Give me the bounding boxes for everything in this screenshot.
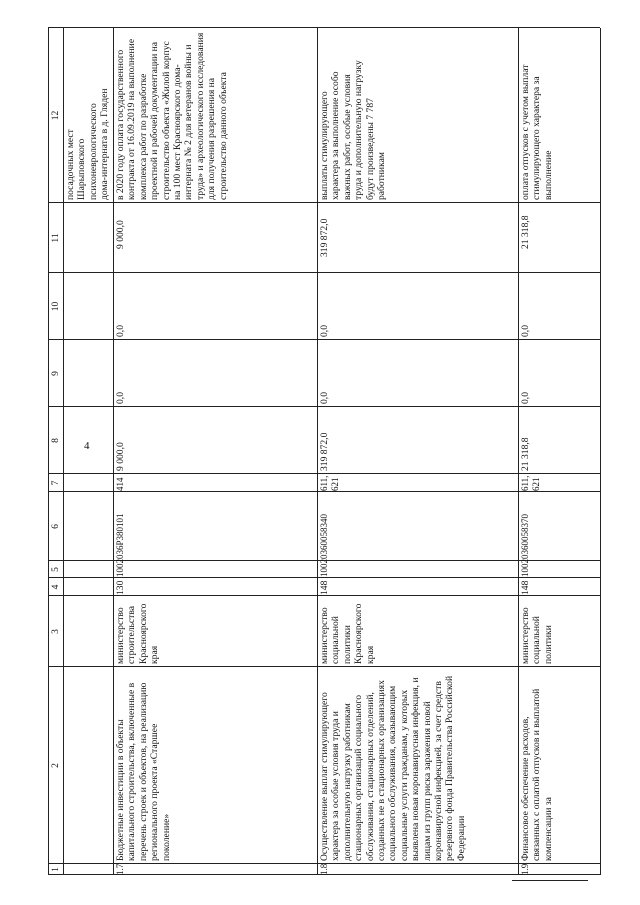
rzpr-code: 1002	[115, 559, 125, 577]
csr-code: 0360058370	[520, 514, 530, 559]
amount-year-3: 0,0	[115, 325, 126, 337]
amount-year-3: 0,0	[520, 325, 531, 337]
amount-year-1: 21 318,8	[520, 437, 531, 471]
amount-year-1: 9 000,0	[115, 442, 126, 471]
row-number: 1.8	[319, 863, 329, 875]
col-header-12: 12	[50, 110, 61, 121]
col-header-10: 10	[50, 301, 61, 312]
col-header-4: 4	[50, 584, 61, 590]
budget-table	[48, 28, 600, 875]
amount-year-1: 319 872,0	[319, 432, 330, 471]
col-header-3: 3	[50, 629, 61, 634]
agency-name: министерство строительства Красноярского края	[115, 603, 161, 664]
vr-code: 611, 621	[520, 475, 542, 491]
vr-code: 414	[115, 477, 125, 491]
row-number: 1.7	[115, 863, 125, 875]
amount-total: 319 872,0	[319, 218, 330, 257]
event-name: Финансовое обеспечение расходов, связанных с оплатой отпусков и выплатой компенсации за	[520, 688, 554, 861]
csr-code: 0360058340	[319, 514, 329, 559]
event-name: Бюджетные инвестиции в объекты капитального строительства, включенные в перечень строек и объектов, на реализацию регионального проекта «Старшее поколение»	[115, 682, 172, 861]
footer-rule	[512, 880, 588, 881]
grbs-code: 130	[115, 580, 126, 595]
col-header-7: 7	[50, 480, 61, 486]
col-header-1: 1	[50, 867, 61, 872]
expected-result: оплата отпусков с учетом выплат стимулирующего характера за выполнение	[520, 64, 554, 200]
rzpr-code: 1002	[319, 559, 329, 577]
col-header-5: 5	[50, 567, 61, 572]
vr-code: 611, 621	[319, 475, 341, 491]
col-header-11: 11	[50, 233, 61, 243]
csr-code: 036Р380101	[115, 513, 125, 559]
col-header-8: 8	[50, 438, 61, 443]
amount-total: 21 318,8	[520, 215, 531, 249]
expected-result: в 2020 году оплата государственного контракта от 16.09.2019 на выполнение комплекса работ по разработке проектной и рабочей документации на строительство объекта «Жилой корпус на 100 мест Красноярского дома-интерната № 2 для ветеранов войны и труда» и археологического исследования для получения разрешения на строительство данного объекта	[115, 32, 229, 200]
amount-year-3: 0,0	[319, 325, 330, 337]
col-header-6: 6	[50, 524, 61, 529]
col-header-9: 9	[50, 371, 61, 376]
amount-year-2: 0,0	[319, 392, 330, 404]
amount-total: 9 000,0	[115, 220, 126, 249]
row-number: 1.9	[520, 863, 530, 875]
agency-name: министерство социальной политики	[520, 607, 554, 664]
rzpr-code: 1002	[520, 559, 530, 577]
page-number: 4	[84, 440, 90, 452]
expected-result: выплаты стимулирующего характера за выполнение особо важных работ, особые условия труда и дополнительную нагрузку будут произведены 7 787 работникам	[319, 60, 388, 200]
amount-year-2: 0,0	[520, 392, 531, 404]
grbs-code: 148	[319, 580, 330, 595]
agency-name: министерство социальной политики Красноярского края	[319, 603, 376, 664]
col-header-2: 2	[50, 763, 61, 768]
grbs-code: 148	[520, 580, 531, 595]
continuation-result-text: посадочных мест Шарыповского психоневрологического дома-интерната в д. Гляден	[65, 88, 111, 200]
event-name: Осуществление выплат стимулирующего характера за особые условия труда и дополнительную нагрузку работникам стационарных организаций социального обслуживания, стационарных отделений, созданных не в стационарных организациях социального обслуживания, оказывающим социальные услуги гражданам, у которых выявлена новая коронавирусная инфекция, и лицам из групп риска заражения новой коронавирусной инфекцией, за счет средств резервного фонда Правительства Российской Федерации	[319, 675, 467, 861]
amount-year-2: 0,0	[115, 392, 126, 404]
